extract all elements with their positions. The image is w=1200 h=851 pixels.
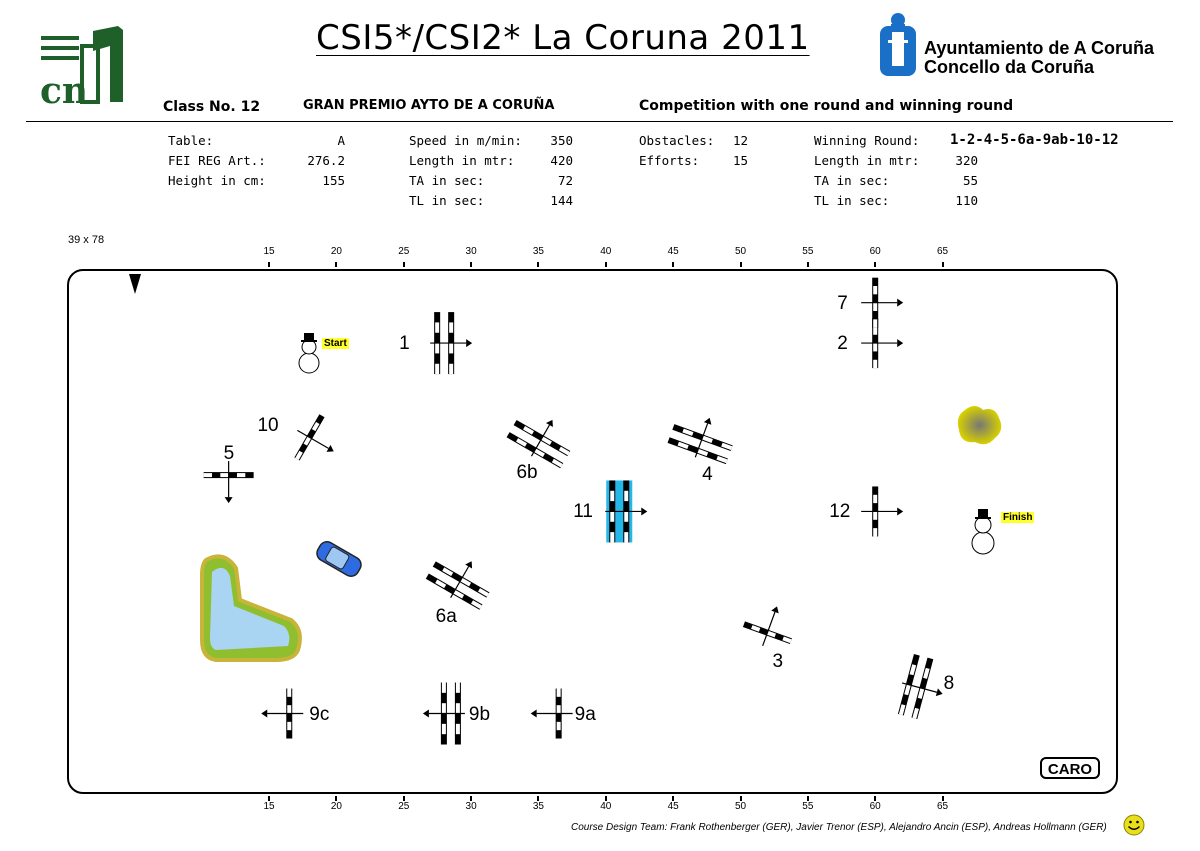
smiley-icon — [1122, 814, 1146, 836]
spec-wr-tl-value: 110 — [955, 193, 978, 208]
obstacle-label-2: 2 — [837, 333, 848, 355]
obstacle-label-8: 8 — [943, 672, 955, 694]
obstacle-4 — [666, 407, 739, 468]
obstacle-label-4: 4 — [702, 464, 713, 486]
spec-fei-value: 276.2 — [307, 153, 345, 168]
scale-tick-label: 45 — [667, 801, 679, 812]
obstacle-label-3: 3 — [772, 650, 784, 672]
scale-tick-label: 15 — [263, 801, 275, 812]
finish-label: Finish — [1003, 512, 1033, 523]
spec-tl-value: 144 — [550, 193, 573, 208]
scale-tick-label: 55 — [802, 801, 814, 812]
obstacle-label-11: 11 — [573, 501, 593, 523]
obstacle-12 — [861, 486, 903, 536]
spec-fei-label: FEI REG Art.: — [168, 153, 266, 168]
spec-wr-label: Winning Round: — [814, 133, 920, 148]
city-name-line1: Ayuntamiento de A Coruña — [924, 38, 1155, 58]
scale-tick-label: 45 — [667, 246, 679, 257]
spec-wr-tl-label: TL in sec: — [814, 193, 890, 208]
scale-tick-label: 15 — [263, 246, 275, 257]
spec-length-label: Length in mtr: — [409, 153, 515, 168]
obstacle-10 — [285, 409, 346, 473]
obstacle-label-6a: 6a — [435, 605, 457, 627]
obstacle-9a — [531, 689, 573, 739]
obstacle-label-9b: 9b — [468, 703, 491, 725]
obstacle-label-6b: 6b — [516, 462, 538, 484]
obstacle-7 — [861, 278, 903, 328]
obstacle-2 — [861, 318, 903, 368]
scale-tick-label: 30 — [465, 246, 477, 257]
spec-height-value: 155 — [322, 173, 345, 188]
scale-tick-label: 20 — [330, 801, 342, 812]
logo-text: cn — [40, 70, 89, 108]
city-name-line2: Concello da Coruña — [924, 57, 1095, 77]
caro-brand: CARO — [1040, 757, 1100, 779]
scale-tick-label: 60 — [869, 246, 881, 257]
class-number: Class No. 12 — [163, 99, 261, 115]
obstacle-1 — [430, 312, 472, 374]
obstacle-label-9a: 9a — [574, 703, 596, 725]
spec-wr-value: 1-2-4-5-6a-9ab-10-12 — [950, 132, 1119, 148]
spec-speed-value: 350 — [550, 133, 573, 148]
arena-dimensions: 39 x 78 — [68, 234, 105, 246]
spec-wr-ta-label: TA in sec: — [814, 173, 890, 188]
scale-tick-label: 25 — [398, 801, 410, 812]
competition-type: Competition with one round and winning round — [639, 98, 1014, 114]
footer-credits: Course Design Team: Frank Rothenberger (GER), Javier Trenor (ESP), Alejandro Ancin (ESP), Andreas Hollmann (GER) — [571, 822, 1107, 833]
scale-tick-label: 35 — [532, 246, 544, 257]
spec-ta-label: TA in sec: — [409, 173, 485, 188]
obstacle-label-1: 1 — [399, 333, 410, 355]
scale-tick-label: 40 — [600, 801, 612, 812]
spec-length-value: 420 — [550, 153, 573, 168]
scale-tick-label: 35 — [532, 801, 544, 812]
spec-tl-label: TL in sec: — [409, 193, 485, 208]
spec-wr-ta-value: 55 — [962, 173, 978, 188]
obstacle-9c — [261, 689, 303, 739]
spec-ta-value: 72 — [557, 173, 573, 188]
spec-obstacles-label: Obstacles: — [639, 133, 715, 148]
spec-height-label: Height in cm: — [168, 173, 266, 188]
spec-wr-length-value: 320 — [955, 153, 978, 168]
scale-tick-label: 40 — [600, 246, 612, 257]
scale-tick-label: 55 — [802, 246, 814, 257]
obstacle-11 — [605, 480, 647, 542]
obstacle-5 — [204, 461, 254, 503]
scale-tick-label: 60 — [869, 801, 881, 812]
scale-tick-label: 30 — [465, 801, 477, 812]
obstacle-label-7: 7 — [837, 292, 848, 314]
obstacle-label-5: 5 — [223, 443, 235, 465]
scale-tick-label: 20 — [330, 246, 342, 257]
obstacle-6a — [424, 546, 499, 613]
obstacle-3 — [739, 598, 800, 655]
spec-table-label: Table: — [168, 133, 214, 148]
start-label: Start — [324, 338, 347, 349]
obstacle-8 — [894, 653, 951, 724]
obstacle-label-9c: 9c — [309, 703, 330, 725]
spec-table-value: A — [337, 133, 345, 148]
scale-tick-label: 50 — [734, 246, 747, 257]
scale-tick-label: 25 — [398, 246, 410, 257]
scale-tick-label: 65 — [936, 801, 949, 812]
spec-wr-length-label: Length in mtr: — [814, 153, 920, 168]
scale-tick-label: 50 — [734, 801, 747, 812]
obstacle-9b — [423, 683, 465, 745]
spec-obstacles-value: 12 — [732, 133, 748, 148]
spec-efforts-value: 15 — [732, 153, 748, 168]
scale-tick-label: 65 — [936, 246, 949, 257]
spec-efforts-label: Efforts: — [639, 153, 700, 168]
page-title: CSI5*/CSI2* La Coruna 2011 — [316, 18, 810, 58]
spec-speed-label: Speed in m/min: — [409, 133, 522, 148]
obstacle-label-12: 12 — [829, 501, 851, 523]
competition-name: GRAN PREMIO AYTO DE A CORUÑA — [303, 98, 555, 113]
obstacle-label-10: 10 — [257, 415, 279, 437]
